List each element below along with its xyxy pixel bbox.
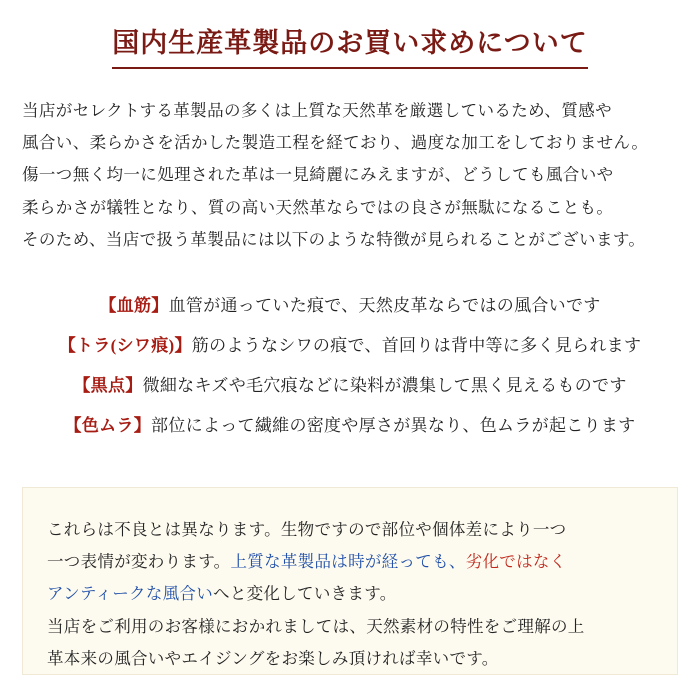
feature-item-wrinkle <box>0 326 700 366</box>
feature-item-bloodline <box>0 286 700 326</box>
note-line-2-highlight-red: 劣化ではなく <box>465 552 567 572</box>
feature-description: 筋のようなシワの痕で、首回りは背中等に多く見られます <box>191 335 642 355</box>
bottom-note-box <box>22 487 678 675</box>
feature-tag-label: 【血筋】 <box>99 295 169 315</box>
intro-line-4: 柔らかさが犠牲となり、質の高い天然革ならではの良さが無駄になることも。 <box>22 197 614 217</box>
feature-description: 部位によって繊維の密度や厚さが異なり、色ムラが起こります <box>151 415 636 435</box>
feature-description: 血管が通っていた痕で、天然皮革ならではの風合いです <box>168 295 601 315</box>
title-section <box>0 0 700 69</box>
feature-item-coloruneveness <box>0 406 700 446</box>
intro-line-3: 傷一つ無く均一に処理された革は一見綺麗にみえますが、どうしても風合いや <box>22 165 614 185</box>
intro-paragraph <box>22 95 678 256</box>
page-title: 国内生産革製品のお買い求めについて <box>112 26 587 69</box>
note-line-3 <box>47 578 653 610</box>
feature-tag-label: 【トラ(シワ痕)】 <box>58 335 192 355</box>
feature-tag-label: 【色ムラ】 <box>64 415 152 435</box>
intro-line-1: 当店がセレクトする革製品の多くは上質な天然革を厳選しているため、質感や <box>22 101 613 121</box>
note-line-4: 当店をご利用のお客様におかれましては、天然素材の特性をご理解の上 <box>47 616 585 636</box>
note-line-1: これらは不良とは異なります。生物ですので部位や個体差により一つ <box>47 520 567 539</box>
note-line-2 <box>47 546 653 578</box>
note-line-5: 革本来の風合いやエイジングをお楽しみ頂ければ幸いです。 <box>47 648 499 668</box>
note-line-2-highlight-blue: 上質な革製品は時が経っても、 <box>230 552 466 572</box>
feature-list <box>0 286 700 446</box>
note-line-2-part-a: 一つ表情が変わります。 <box>47 552 231 572</box>
note-line-3-part-b: へと変化していきます。 <box>213 584 397 604</box>
feature-item-blackspot <box>0 366 700 406</box>
intro-line-2: 風合い、柔らかさを活かした製造工程を経ており、過度な加工をしておりません。 <box>22 133 649 153</box>
feature-description: 微細なキズや毛穴痕などに染料が濃集して黒く見えるものです <box>142 375 627 395</box>
intro-line-5: そのため、当店で扱う革製品には以下のような特徴が見られることがございます。 <box>22 229 646 249</box>
note-line-3-highlight-blue: アンティークな風合い <box>47 584 214 604</box>
feature-tag-label: 【黒点】 <box>73 375 143 395</box>
